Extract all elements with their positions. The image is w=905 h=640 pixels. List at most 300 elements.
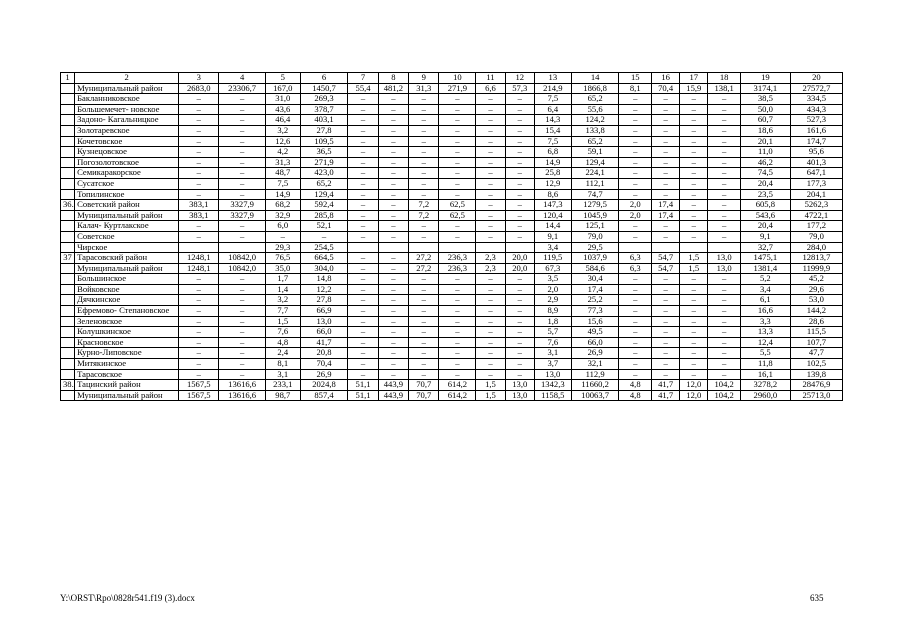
value-cell: – xyxy=(476,348,505,359)
value-cell: 224,1 xyxy=(571,168,619,179)
value-cell: 2,0 xyxy=(619,200,652,211)
value-cell: 23306,7 xyxy=(219,83,266,94)
value-cell: 592,4 xyxy=(300,200,348,211)
value-cell: – xyxy=(708,316,741,327)
value-cell: – xyxy=(505,210,534,221)
value-cell: – xyxy=(476,306,505,317)
value-cell: 129,4 xyxy=(571,157,619,168)
table-row xyxy=(61,337,843,348)
table-row xyxy=(61,327,843,338)
value-cell: 614,2 xyxy=(439,380,476,391)
column-number-header: 4 xyxy=(219,73,266,84)
column-number-header: 16 xyxy=(652,73,680,84)
value-cell xyxy=(219,242,266,253)
value-cell: 45,2 xyxy=(790,274,842,285)
value-cell xyxy=(680,242,708,253)
table-row xyxy=(61,369,843,380)
value-cell: – xyxy=(476,189,505,200)
value-cell: 107,7 xyxy=(790,337,842,348)
value-cell: – xyxy=(680,274,708,285)
value-cell: 605,8 xyxy=(740,200,790,211)
value-cell: 109,5 xyxy=(300,136,348,147)
value-cell xyxy=(348,242,378,253)
value-cell: – xyxy=(652,94,680,105)
value-cell: 66,0 xyxy=(300,327,348,338)
value-cell: 20,4 xyxy=(740,178,790,189)
value-cell: – xyxy=(179,337,219,348)
value-cell: – xyxy=(439,359,476,370)
value-cell: 1,5 xyxy=(476,380,505,391)
value-cell: 144,2 xyxy=(790,306,842,317)
value-cell: 443,9 xyxy=(378,390,408,401)
territory-name-cell: Топилинское xyxy=(75,189,179,200)
value-cell: 133,8 xyxy=(571,125,619,136)
value-cell: 139,8 xyxy=(790,369,842,380)
value-cell: 1,7 xyxy=(265,274,300,285)
value-cell: 54,7 xyxy=(652,253,680,264)
table-row xyxy=(61,263,843,274)
column-number-header: 5 xyxy=(265,73,300,84)
value-cell: 59,1 xyxy=(571,147,619,158)
row-number-cell xyxy=(61,337,75,348)
value-cell: – xyxy=(680,231,708,242)
column-number-header: 14 xyxy=(571,73,619,84)
value-cell: – xyxy=(680,157,708,168)
value-cell: – xyxy=(505,136,534,147)
value-cell: 29,5 xyxy=(571,242,619,253)
territory-name-cell: Муниципальный район xyxy=(75,210,179,221)
value-cell: 120,4 xyxy=(534,210,571,221)
value-cell: 15,9 xyxy=(680,83,708,94)
value-cell: – xyxy=(219,284,266,295)
value-cell: 11999,9 xyxy=(790,263,842,274)
value-cell: – xyxy=(219,115,266,126)
value-cell: 15,6 xyxy=(571,316,619,327)
value-cell: – xyxy=(348,178,378,189)
territory-name-cell: Тацинский район xyxy=(75,380,179,391)
value-cell: – xyxy=(348,221,378,232)
table-row xyxy=(61,136,843,147)
value-cell: – xyxy=(409,147,439,158)
table-row xyxy=(61,359,843,370)
value-cell: 236,3 xyxy=(439,253,476,264)
value-cell: – xyxy=(476,295,505,306)
value-cell: 271,9 xyxy=(300,157,348,168)
value-cell: 236,3 xyxy=(439,263,476,274)
table-row xyxy=(61,231,843,242)
value-cell: – xyxy=(219,94,266,105)
table-row xyxy=(61,200,843,211)
footer-page-number: 635 xyxy=(810,593,824,603)
value-cell: 7,5 xyxy=(534,136,571,147)
value-cell: 4,8 xyxy=(265,337,300,348)
value-cell: – xyxy=(378,94,408,105)
value-cell: – xyxy=(680,178,708,189)
value-cell: 1381,4 xyxy=(740,263,790,274)
territory-name-cell: Задоно- Кагальницкое xyxy=(75,115,179,126)
row-number-cell xyxy=(61,210,75,221)
value-cell: 31,3 xyxy=(409,83,439,94)
value-cell: – xyxy=(378,316,408,327)
value-cell: 13,0 xyxy=(505,390,534,401)
row-number-cell xyxy=(61,157,75,168)
value-cell: – xyxy=(476,147,505,158)
table-row xyxy=(61,157,843,168)
value-cell: 7,2 xyxy=(409,210,439,221)
value-cell: 104,2 xyxy=(708,390,741,401)
value-cell: 14,9 xyxy=(265,189,300,200)
value-cell: 8,1 xyxy=(619,83,652,94)
value-cell: 6,8 xyxy=(534,147,571,158)
value-cell: – xyxy=(680,125,708,136)
territory-name-cell: Курно-Липовское xyxy=(75,348,179,359)
value-cell: – xyxy=(179,125,219,136)
value-cell: – xyxy=(708,295,741,306)
value-cell: – xyxy=(708,125,741,136)
value-cell: – xyxy=(476,231,505,242)
value-cell: – xyxy=(505,157,534,168)
value-cell: 46,2 xyxy=(740,157,790,168)
value-cell: – xyxy=(348,115,378,126)
value-cell: 13,0 xyxy=(505,380,534,391)
value-cell: – xyxy=(652,189,680,200)
value-cell: – xyxy=(219,274,266,285)
value-cell: – xyxy=(409,189,439,200)
value-cell: 62,5 xyxy=(439,200,476,211)
value-cell: 401,3 xyxy=(790,157,842,168)
table-row xyxy=(61,380,843,391)
value-cell: – xyxy=(505,115,534,126)
value-cell xyxy=(439,242,476,253)
value-cell: – xyxy=(378,253,408,264)
territory-name-cell: Зеленовское xyxy=(75,316,179,327)
value-cell: – xyxy=(378,200,408,211)
value-cell: 11,0 xyxy=(740,147,790,158)
value-cell: 32,9 xyxy=(265,210,300,221)
value-cell: 5,7 xyxy=(534,327,571,338)
table-row xyxy=(61,178,843,189)
value-cell: 8,9 xyxy=(534,306,571,317)
value-cell: – xyxy=(348,359,378,370)
value-cell: 383,1 xyxy=(179,200,219,211)
value-cell: 125,1 xyxy=(571,221,619,232)
value-cell: 2,0 xyxy=(619,210,652,221)
value-cell: 25713,0 xyxy=(790,390,842,401)
value-cell: 43,6 xyxy=(265,104,300,115)
value-cell: – xyxy=(409,157,439,168)
value-cell: 161,6 xyxy=(790,125,842,136)
value-cell: – xyxy=(439,147,476,158)
value-cell: – xyxy=(378,178,408,189)
value-cell: – xyxy=(619,178,652,189)
column-number-header: 17 xyxy=(680,73,708,84)
value-cell: – xyxy=(439,316,476,327)
territory-name-cell: Муниципальный район xyxy=(75,263,179,274)
row-number-cell xyxy=(61,348,75,359)
value-cell: – xyxy=(219,104,266,115)
value-cell: 177,2 xyxy=(790,221,842,232)
value-cell: 74,7 xyxy=(571,189,619,200)
value-cell: – xyxy=(409,306,439,317)
value-cell: – xyxy=(348,200,378,211)
value-cell: – xyxy=(619,284,652,295)
value-cell: 284,0 xyxy=(790,242,842,253)
value-cell: 16,1 xyxy=(740,369,790,380)
value-cell: 1,5 xyxy=(265,316,300,327)
value-cell: 3,7 xyxy=(534,359,571,370)
column-number-header: 12 xyxy=(505,73,534,84)
territory-name-cell: Бакланниковское xyxy=(75,94,179,105)
value-cell: – xyxy=(619,274,652,285)
value-cell: – xyxy=(219,147,266,158)
value-cell: – xyxy=(439,168,476,179)
value-cell: – xyxy=(652,306,680,317)
value-cell: 29,6 xyxy=(790,284,842,295)
value-cell: 543,6 xyxy=(740,210,790,221)
value-cell: 584,6 xyxy=(571,263,619,274)
value-cell: – xyxy=(680,337,708,348)
value-cell: 3,5 xyxy=(534,274,571,285)
value-cell: 5,2 xyxy=(740,274,790,285)
value-cell: 13,3 xyxy=(740,327,790,338)
value-cell: – xyxy=(476,125,505,136)
row-number-cell xyxy=(61,369,75,380)
value-cell: – xyxy=(708,306,741,317)
value-cell: 1045,9 xyxy=(571,210,619,221)
value-cell: – xyxy=(476,168,505,179)
value-cell: – xyxy=(652,359,680,370)
value-cell: – xyxy=(619,157,652,168)
value-cell: – xyxy=(505,178,534,189)
value-cell: – xyxy=(409,178,439,189)
value-cell: – xyxy=(680,210,708,221)
value-cell: 1,5 xyxy=(680,253,708,264)
value-cell: 9,1 xyxy=(740,231,790,242)
value-cell: – xyxy=(439,284,476,295)
value-cell: – xyxy=(680,316,708,327)
value-cell: 41,7 xyxy=(652,390,680,401)
value-cell: 98,7 xyxy=(265,390,300,401)
value-cell: 304,0 xyxy=(300,263,348,274)
value-cell: – xyxy=(348,348,378,359)
value-cell: 1,5 xyxy=(680,263,708,274)
value-cell: 119,5 xyxy=(534,253,571,264)
value-cell: 66,9 xyxy=(300,306,348,317)
value-cell: – xyxy=(378,168,408,179)
value-cell: 46,4 xyxy=(265,115,300,126)
value-cell: – xyxy=(179,178,219,189)
value-cell: 1279,5 xyxy=(571,200,619,211)
table-row xyxy=(61,83,843,94)
value-cell: – xyxy=(476,157,505,168)
value-cell: – xyxy=(439,348,476,359)
value-cell: – xyxy=(409,316,439,327)
value-cell: – xyxy=(505,94,534,105)
value-cell: 25,2 xyxy=(571,295,619,306)
value-cell xyxy=(708,242,741,253)
value-cell: 167,0 xyxy=(265,83,300,94)
territory-name-cell: Дячкинское xyxy=(75,295,179,306)
column-number-header: 10 xyxy=(439,73,476,84)
value-cell: – xyxy=(680,168,708,179)
value-cell: – xyxy=(409,274,439,285)
value-cell: 60,7 xyxy=(740,115,790,126)
value-cell: – xyxy=(409,348,439,359)
value-cell: 1,8 xyxy=(534,316,571,327)
value-cell: – xyxy=(619,306,652,317)
value-cell: 23,5 xyxy=(740,189,790,200)
value-cell: 30,4 xyxy=(571,274,619,285)
value-cell: – xyxy=(378,210,408,221)
value-cell: 9,1 xyxy=(534,231,571,242)
territory-name-cell: Муниципальный район xyxy=(75,390,179,401)
value-cell: – xyxy=(652,369,680,380)
value-cell: 2,9 xyxy=(534,295,571,306)
value-cell: 378,7 xyxy=(300,104,348,115)
territory-name-cell: Погозолотовское xyxy=(75,157,179,168)
column-number-header: 18 xyxy=(708,73,741,84)
value-cell: 527,3 xyxy=(790,115,842,126)
value-cell: – xyxy=(219,348,266,359)
value-cell: 55,6 xyxy=(571,104,619,115)
value-cell: – xyxy=(348,295,378,306)
value-cell: 7,5 xyxy=(265,178,300,189)
value-cell: – xyxy=(708,274,741,285)
value-cell: 49,5 xyxy=(571,327,619,338)
value-cell: – xyxy=(378,284,408,295)
value-cell: 1,5 xyxy=(476,390,505,401)
value-cell: 68,2 xyxy=(265,200,300,211)
value-cell: 115,5 xyxy=(790,327,842,338)
value-cell: 3174,1 xyxy=(740,83,790,94)
value-cell: – xyxy=(439,125,476,136)
value-cell: 2683,0 xyxy=(179,83,219,94)
value-cell: 95,6 xyxy=(790,147,842,158)
value-cell: 20,8 xyxy=(300,348,348,359)
value-cell: 7,6 xyxy=(265,327,300,338)
value-cell: – xyxy=(348,125,378,136)
value-cell: 70,7 xyxy=(409,390,439,401)
value-cell: – xyxy=(652,327,680,338)
value-cell: – xyxy=(348,157,378,168)
value-cell: – xyxy=(378,306,408,317)
column-number-header: 11 xyxy=(476,73,505,84)
value-cell: – xyxy=(652,168,680,179)
value-cell: 481,2 xyxy=(378,83,408,94)
value-cell: – xyxy=(348,210,378,221)
value-cell xyxy=(652,242,680,253)
value-cell: – xyxy=(680,200,708,211)
value-cell: – xyxy=(476,136,505,147)
value-cell: – xyxy=(409,231,439,242)
value-cell: – xyxy=(409,125,439,136)
value-cell: 27,2 xyxy=(409,263,439,274)
value-cell: – xyxy=(476,115,505,126)
value-cell: – xyxy=(348,189,378,200)
value-cell: 54,7 xyxy=(652,263,680,274)
value-cell: – xyxy=(619,327,652,338)
value-cell: – xyxy=(476,221,505,232)
row-number-cell xyxy=(61,147,75,158)
value-cell: 8,1 xyxy=(265,359,300,370)
value-cell: 20,1 xyxy=(740,136,790,147)
value-cell: – xyxy=(439,295,476,306)
value-cell: – xyxy=(439,337,476,348)
value-cell: – xyxy=(179,94,219,105)
value-cell: – xyxy=(505,369,534,380)
value-cell: – xyxy=(708,157,741,168)
value-cell: – xyxy=(708,189,741,200)
value-cell: 1037,9 xyxy=(571,253,619,264)
value-cell: – xyxy=(652,178,680,189)
value-cell: – xyxy=(179,295,219,306)
table-row xyxy=(61,115,843,126)
data-table xyxy=(60,72,843,401)
value-cell: 7,5 xyxy=(534,94,571,105)
value-cell: – xyxy=(619,359,652,370)
territory-name-cell: Семикаракорское xyxy=(75,168,179,179)
value-cell: – xyxy=(179,284,219,295)
value-cell: 41,7 xyxy=(652,380,680,391)
value-cell xyxy=(409,242,439,253)
value-cell: – xyxy=(680,136,708,147)
value-cell: 17,4 xyxy=(652,200,680,211)
row-number-cell xyxy=(61,327,75,338)
value-cell: 7,7 xyxy=(265,306,300,317)
value-cell: – xyxy=(219,221,266,232)
value-cell: – xyxy=(179,157,219,168)
table-row xyxy=(61,316,843,327)
row-number-cell xyxy=(61,189,75,200)
value-cell xyxy=(505,242,534,253)
table-row xyxy=(61,221,843,232)
value-cell: – xyxy=(708,200,741,211)
value-cell: 10842,0 xyxy=(219,263,266,274)
value-cell: – xyxy=(219,337,266,348)
value-cell: 857,4 xyxy=(300,390,348,401)
value-cell: – xyxy=(505,221,534,232)
value-cell: 138,1 xyxy=(708,83,741,94)
value-cell: – xyxy=(708,327,741,338)
value-cell: – xyxy=(652,316,680,327)
value-cell: – xyxy=(179,115,219,126)
value-cell: 5,5 xyxy=(740,348,790,359)
value-cell: – xyxy=(179,274,219,285)
value-cell: – xyxy=(619,168,652,179)
value-cell xyxy=(476,242,505,253)
value-cell: – xyxy=(179,316,219,327)
territory-name-cell: Ефремово- Степановское xyxy=(75,306,179,317)
value-cell: – xyxy=(300,231,348,242)
column-number-header: 20 xyxy=(790,73,842,84)
row-number-cell xyxy=(61,115,75,126)
value-cell: 6,1 xyxy=(740,295,790,306)
value-cell: – xyxy=(708,369,741,380)
value-cell: 13616,6 xyxy=(219,380,266,391)
value-cell: 4,2 xyxy=(265,147,300,158)
value-cell: 32,7 xyxy=(740,242,790,253)
value-cell: 6,0 xyxy=(265,221,300,232)
value-cell: 41,7 xyxy=(300,337,348,348)
value-cell: – xyxy=(378,231,408,242)
value-cell: – xyxy=(348,369,378,380)
value-cell: 12,0 xyxy=(680,380,708,391)
value-cell: 1158,5 xyxy=(534,390,571,401)
value-cell: 53,0 xyxy=(790,295,842,306)
value-cell: 6,3 xyxy=(619,253,652,264)
value-cell: 26,9 xyxy=(571,348,619,359)
value-cell: 334,5 xyxy=(790,94,842,105)
